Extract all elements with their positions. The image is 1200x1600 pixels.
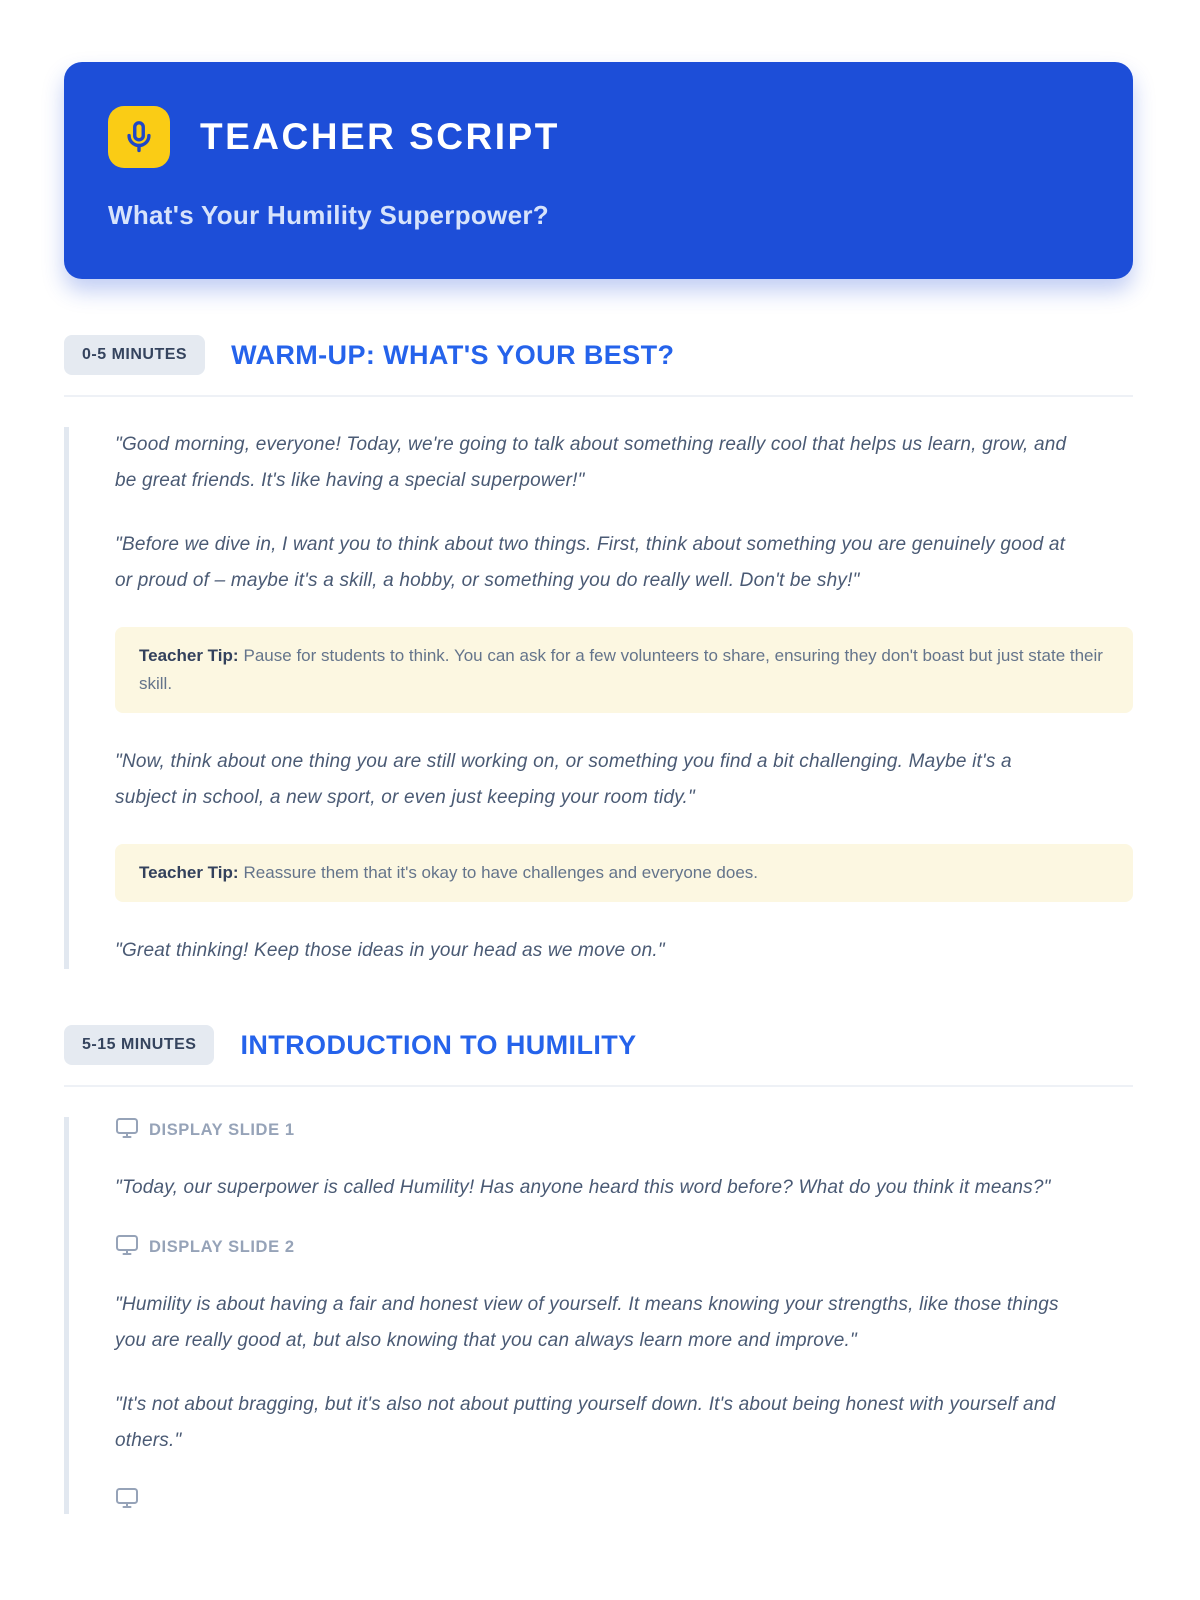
monitor-icon <box>115 1117 139 1144</box>
section-header-row <box>64 1025 1133 1065</box>
display-slide-cue-partial <box>115 1487 1133 1514</box>
time-badge: 5-15 MINUTES <box>64 1025 214 1065</box>
script-quote: "Before we dive in, I want you to think about two things. First, think about something you are genuinely good at or proud of – maybe it's a skill, a hobby, or something you do really well. Don't be shy!" <box>115 533 1066 592</box>
teacher-tip-text: Pause for students to think. You can ask for a few volunteers to share, ensuring they don't boast but just state their skill. <box>139 645 1103 693</box>
monitor-icon <box>115 1234 139 1261</box>
teacher-tip-text: Reassure them that it's okay to have challenges and everyone does. <box>243 862 759 882</box>
display-slide-label: DISPLAY SLIDE 1 <box>149 1121 295 1140</box>
script-section <box>64 335 1133 969</box>
script-quote: "Now, think about one thing you are still working on, or something you find a bit challenging. Maybe it's a subject in school, a new sport, or even just keeping your room tidy." <box>115 750 1012 809</box>
teacher-tip-label: Teacher Tip: <box>139 862 239 882</box>
header-title-row <box>108 106 1089 168</box>
script-section <box>64 1025 1133 1513</box>
script-quote: "Good morning, everyone! Today, we're going to talk about something really cool that helps us learn, grow, and be great friends. It's like having a special superpower!" <box>115 434 1067 492</box>
script-quote: "It's not about bragging, but it's also not about putting yourself down. It's about being honest with yourself and others." <box>115 1393 1056 1452</box>
display-slide-label: DISPLAY SLIDE 2 <box>149 1237 295 1256</box>
teacher-tip-label: Teacher Tip: <box>139 645 239 665</box>
microphone-icon <box>108 106 170 168</box>
display-slide-cue <box>115 1234 1133 1261</box>
display-slide-cue <box>115 1117 1133 1144</box>
page-title: TEACHER SCRIPT <box>200 116 560 157</box>
script-block <box>64 427 1133 969</box>
teacher-tip <box>115 844 1133 902</box>
script-quote: "Humility is about having a fair and honest view of yourself. It means knowing your strengths, like those things you are really good at, but also knowing that you can always learn more and improve." <box>115 1293 1059 1352</box>
teacher-tip <box>115 627 1133 713</box>
section-divider <box>64 395 1133 397</box>
teacher-script-header <box>64 62 1133 279</box>
lesson-subtitle: What's Your Humility Superpower? <box>108 200 549 230</box>
time-badge: 0-5 MINUTES <box>64 335 205 375</box>
section-divider <box>64 1085 1133 1087</box>
script-block <box>64 1117 1133 1513</box>
section-header-row <box>64 335 1133 375</box>
section-title: INTRODUCTION TO HUMILITY <box>240 1029 637 1060</box>
monitor-icon <box>115 1487 139 1514</box>
section-title: WARM-UP: WHAT'S YOUR BEST? <box>231 339 675 370</box>
script-quote: "Today, our superpower is called Humility! Has anyone heard this word before? What do you think it means?" <box>115 1177 1051 1199</box>
script-quote: "Great thinking! Keep those ideas in your head as we move on." <box>115 939 665 961</box>
script-sections <box>64 335 1133 1514</box>
